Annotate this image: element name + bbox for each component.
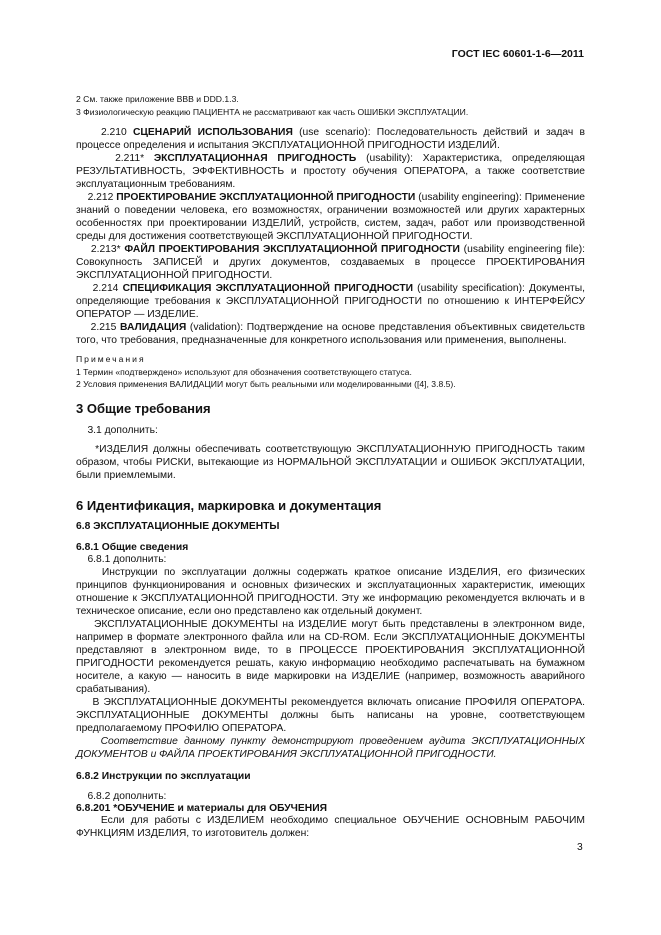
section-6-8-1-paragraph-3: ЭКСПЛУАТАЦИОННЫЕ ДОКУМЕНТЫ на ИЗДЕЛИЕ могут быть представлены в электронном виде, например в формате электронного файла или на CD-ROM. Если ЭКСПЛУАТАЦИОННЫЕ ДОКУМЕНТЫ представляют в электронном виде, то в ПРОЦЕССЕ ПРОЕКТИРОВАНИЯ ЭКСПЛУАТАЦИОННОЙ ПРИГОДНОСТИ рекомендуется решать, какую информацию необходимо распечатывать на бумажном носителе, а какую — наносить в виде маркировки на ИЗДЕЛИЕ (например, возможность аварийного срабатывания). [76,618,586,695]
note-top-2: 2 См. также приложение ВВВ и DDD.1.3. [76,94,239,104]
section-6-8-1-compliance: Соответствие данному пункту демонстрируют проведением аудита ЭКСПЛУАТАЦИОННЫХ ДОКУМЕНТОВ и ФАЙЛА ПРОЕКТИРОВАНИЯ ЭКСПЛУАТАЦИОННОЙ ПРИГОДНОСТИ. [76,735,585,760]
document-header: ГОСТ IEC 60601-1-6—2011 [451,48,584,60]
section-6-8-2-paragraph-1: 6.8.2 дополнить: [87,790,167,802]
notes-label: Примечания [76,354,146,364]
section-6-title: 6 Идентификация, маркировка и документация [76,497,382,513]
section-3-paragraph-1: 3.1 дополнить: [87,424,158,436]
section-3-paragraph-2: *ИЗДЕЛИЯ должны обеспечивать соответствующую ЭКСПЛУАТАЦИОННУЮ ПРИГОДНОСТЬ таким образом, чтобы РИСКИ, вытекающие из НОРМАЛЬНОЙ ЭКСПЛУАТАЦИИ и ОШИБОК ЭКСПЛУАТАЦИИ, были приемлемыми. [76,443,585,481]
definition-2-214: 2.214 СПЕЦИФИКАЦИЯ ЭКСПЛУАТАЦИОННОЙ ПРИГОДНОСТИ (usability specification): Документы, определяющие требования к ЭКСПЛУАТАЦИОННОЙ ПРИГОДНОСТИ по отношению к ИНТЕРФЕЙСУ ОПЕРАТОР — ИЗДЕЛИЕ. [76,283,586,320]
section-3-title: 3 Общие требования [76,400,211,416]
definition-2-210: 2.210 СЦЕНАРИЙ ИСПОЛЬЗОВАНИЯ (use scenario): Последовательность действий и задач в процессе определения и испытания ЭКСПЛУАТАЦИОННОЙ ПРИГОДНОСТИ ИЗДЕЛИЙ. [76,127,585,151]
section-6-8-title: 6.8 ЭКСПЛУАТАЦИОННЫЕ ДОКУМЕНТЫ [76,520,280,532]
section-6-8-1-paragraph-1: 6.8.1 дополнить: [87,553,167,565]
section-6-8-1-title: 6.8.1 Общие сведения [76,541,189,553]
section-6-8-2-title: 6.8.2 Инструкции по эксплуатации [76,770,251,782]
definition-2-215: 2.215 ВАЛИДАЦИЯ (validation): Подтверждение на основе представления объективных свидетельств того, что требования, предназначенные для конкретного использования или применения, выполнены. [76,322,585,346]
section-6-8-201-paragraph-1: Если для работы с ИЗДЕЛИЕМ необходимо специальное ОБУЧЕНИЕ ОСНОВНЫМ РАБОЧИМ ФУНКЦИЯМ ИЗДЕЛИЯ, то изготовитель должен: [76,814,585,839]
definition-2-213: 2.213* ФАЙЛ ПРОЕКТИРОВАНИЯ ЭКСПЛУАТАЦИОННОЙ ПРИГОДНОСТИ (usability engineering file): Совокупность ЗАПИСЕЙ и других документов, создаваемых в процессе ПРОЕКТИРОВАНИЯ ЭКСПЛУАТАЦИОННОЙ ПРИГОДНОСТИ. [76,244,585,281]
note-bottom-1: 1 Термин «подтверждено» используют для обозначения соответствующего статуса. [76,366,412,377]
note-bottom-2: 2 Условия применения ВАЛИДАЦИИ могут быть реальными или моделированными ([4], 3.8.5). [76,379,456,389]
page-content [76,93,585,840]
definition-2-211: 2.211* ЭКСПЛУАТАЦИОННАЯ ПРИГОДНОСТЬ (usability): Характеристика, определяющая РЕЗУЛЬТАТИВНОСТЬ, ЭФФЕКТИВНОСТЬ и простоту обучения ОПЕРАТОРА, а также соответствие эксплуатационным требованиям. [76,153,585,190]
section-6-8-1-paragraph-2: Инструкции по эксплуатации должны содержать краткое описание ИЗДЕЛИЯ, его физических принципов функционирования и основных физических и эксплуатационных характеристик, имеющих отношение к ЭКСПЛУАТАЦИОННОЙ ПРИГОДНОСТИ. Эту же информацию рекомендуется включать и в техническое описание, если оно представлено как отдельный документ. [76,566,585,617]
section-6-8-201-title: 6.8.201 *ОБУЧЕНИЕ и материалы для ОБУЧЕНИЯ [76,802,328,814]
note-top-3: 3 Физиологическую реакцию ПАЦИЕНТА не рассматривают как часть ОШИБКИ ЭКСПЛУАТАЦИИ. [76,106,469,117]
section-6-8-1-paragraph-4: В ЭКСПЛУАТАЦИОННЫЕ ДОКУМЕНТЫ рекомендуется включать описание ПРОФИЛЯ ОПЕРАТОРА. ЭКСПЛУАТАЦИОННЫЕ ДОКУМЕНТЫ должны быть написаны на уровне, соответствующем предполагаемому ПРОФИЛЮ ОПЕРАТОРА. [76,696,585,734]
page-number: 3 [577,842,583,853]
definition-2-212: 2.212 ПРОЕКТИРОВАНИЕ ЭКСПЛУАТАЦИОННОЙ ПРИГОДНОСТИ (usability engineering): Применение знаний о поведении человека, его возможностях, ограничении возможностей или других характерных особенностях при проектировании ИЗДЕЛИЙ, устройств, систем, задач, работ или производственной среды для достижения соответствующей ЭКСПЛУАТАЦИОННОЙ ПРИГОДНОСТИ. [76,192,585,242]
